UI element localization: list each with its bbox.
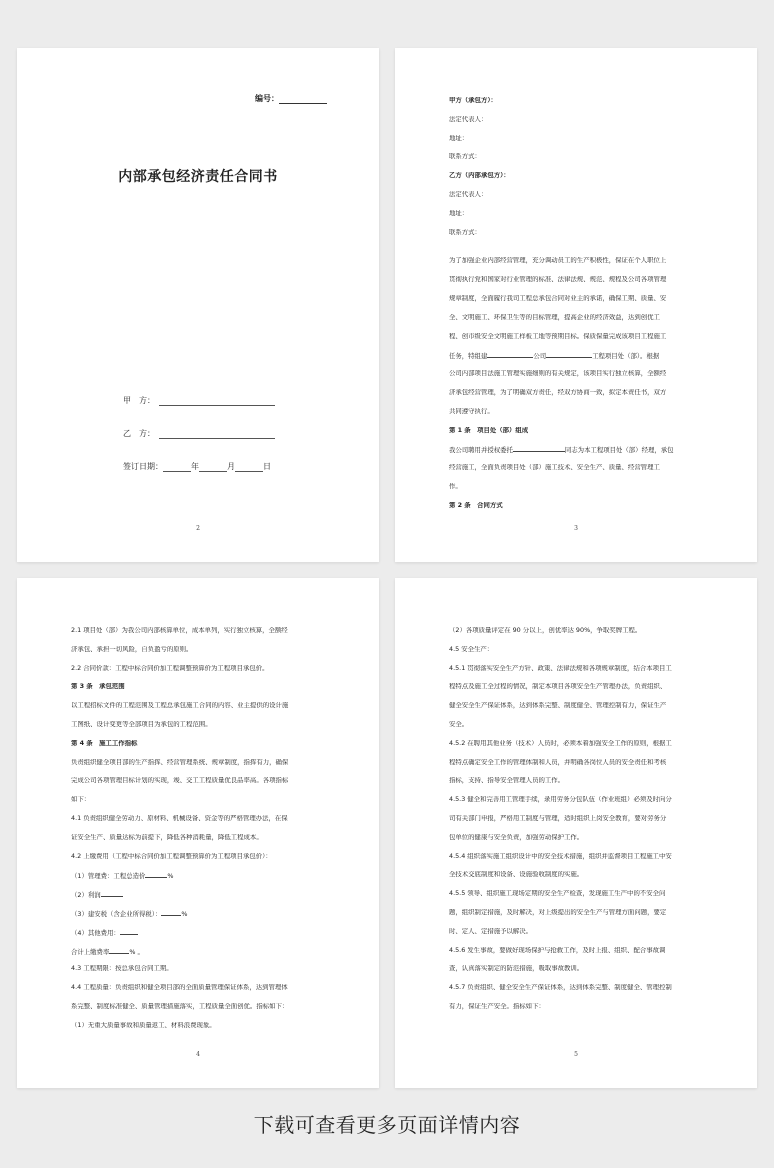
text-line bbox=[71, 871, 329, 890]
signing-date-line bbox=[123, 461, 271, 472]
text-line: 4.5.6 发生事故，要做好现场保护与抢救工作，及时上报、组织、配合事故调 bbox=[449, 946, 666, 954]
text-line: 贯彻执行党和国家对行业管理的标准、法律法规、规范、规程及公司各项管理 bbox=[449, 276, 667, 284]
text-line: 4.4 工程质量：负责组织和健全项目部的全面质量管理保证体系，达到管理体 bbox=[71, 984, 288, 992]
text-line: 如下： bbox=[71, 796, 91, 804]
text-line: 全、文明施工、环保卫生等的目标管理，提高企业的经济效益，达到创优工 bbox=[449, 313, 660, 321]
page-body bbox=[71, 627, 329, 1041]
text-line: 4.3 工程期限：按总承包合同工期。 bbox=[71, 965, 173, 973]
download-more-caption: 下载可查看更多页面详情内容 bbox=[253, 1113, 521, 1137]
page-number: 5 bbox=[574, 1051, 578, 1058]
contract-page-3 bbox=[395, 48, 757, 562]
text-line: 法定代表人： bbox=[449, 115, 488, 123]
text-line: 经营施工，全面负责项目处（部）施工技术、安全生产、质量、经营管理工 bbox=[449, 464, 660, 472]
text-segment: 公司 bbox=[533, 352, 547, 361]
text-segment: 同志为本工程项目处（部）经理，承包 bbox=[564, 446, 674, 455]
text-line: 4.5.1 贯彻落实安全生产方针、政策、法律法规和各项规章制度，结合本项目工 bbox=[449, 664, 672, 672]
contract-number-blank bbox=[279, 95, 327, 104]
article-2-heading: 第 2 条 合同方式 bbox=[449, 501, 503, 509]
blank-line bbox=[161, 909, 181, 916]
date-month-blank bbox=[199, 463, 227, 472]
text-line: 健全安全生产保证体系，达到体系完整、制度健全、管理控制有力，保证生产 bbox=[449, 702, 667, 710]
text-line: 公司内部项目法施工管理实施细则的有关规定，该项目实行独立核算，全额经 bbox=[449, 370, 667, 378]
text-line: 全技术交底制度和设备、设施验收制度的实施。 bbox=[449, 871, 584, 879]
text-line: 查，认真落实制定的防范措施，吸取事故教训。 bbox=[449, 965, 584, 973]
text-segment: % bbox=[167, 872, 174, 881]
contract-page-4 bbox=[17, 578, 379, 1088]
text-line bbox=[71, 909, 329, 928]
text-segment: （2）利润 bbox=[71, 891, 101, 900]
text-line bbox=[71, 928, 329, 947]
text-line: 联系方式： bbox=[449, 228, 481, 236]
text-line bbox=[449, 351, 707, 370]
party-b-label: 乙 方： bbox=[123, 429, 155, 438]
text-line: 4.1 负责组织健全劳动力、原材料、机械设备、资金等的严格管理办法，在保 bbox=[71, 814, 288, 822]
text-line: 4.5 安全生产： bbox=[449, 645, 494, 653]
text-segment: （3）建安税（含企业所得税）： bbox=[71, 909, 162, 918]
text-segment: 我公司聘用并授权委托 bbox=[449, 446, 513, 455]
date-day-blank bbox=[235, 463, 263, 472]
contract-number-label: 编号： bbox=[255, 94, 279, 103]
text-line: 系完整、制度标准健全、质量管理措施落实，工程质量全面创优。指标如下： bbox=[71, 1002, 289, 1010]
text-line: 法定代表人： bbox=[449, 190, 488, 198]
text-line: 4.5.4 组织落实施工组织设计中的安全技术措施，组织并监督项目工程施工中安 bbox=[449, 852, 672, 860]
text-line: 地址： bbox=[449, 134, 469, 142]
text-line: 安全。 bbox=[449, 720, 469, 728]
page-body bbox=[449, 627, 707, 1022]
text-line: 4.5.2 在聘用其他业务（技术）人员时，必须本着加强安全工作的原则，根据工 bbox=[449, 739, 672, 747]
party-a-signature-line bbox=[123, 395, 275, 406]
text-line: 以工程招标文件的工程范围及工程总承包施工合同的内容、业主提供的设计施 bbox=[71, 702, 289, 710]
date-day-label: 日 bbox=[263, 462, 271, 471]
text-line: 4.2 上缴费用（工程中标合同价加工程调整预算价为工程项目承包价）： bbox=[71, 852, 272, 860]
article-1-heading: 第 1 条 项目处（部）组成 bbox=[449, 426, 529, 434]
party-a-label: 甲 方： bbox=[123, 396, 155, 405]
page-number: 2 bbox=[196, 525, 200, 532]
text-line: 工图纸、设计变更等全部项目为承包的工程范围。 bbox=[71, 720, 212, 728]
text-line: 司有关部门申报，严格用工制度与管理，适时组织上岗安全教育，要对劳务分 bbox=[449, 814, 667, 822]
date-year-blank bbox=[163, 463, 191, 472]
document-title: 内部承包经济责任合同书 bbox=[118, 169, 278, 185]
party-b-heading: 乙方（内部承包方）： bbox=[449, 172, 510, 180]
blank-line bbox=[120, 928, 138, 935]
contract-cover-page bbox=[17, 48, 379, 562]
blank-line bbox=[546, 351, 592, 358]
party-b-blank bbox=[159, 430, 275, 439]
text-line: 共同遵守执行。 bbox=[449, 407, 494, 415]
text-line: 题，组织制定措施，及时解决，对上级提出的安全生产与管理方面问题，要定 bbox=[449, 908, 667, 916]
text-line: 证安全生产、质量达标为前提下，降低各种消耗量，降低工程成本。 bbox=[71, 833, 263, 841]
text-line: 济承包、承担一切风险，自负盈亏的原则。 bbox=[71, 645, 193, 653]
text-line bbox=[71, 890, 329, 909]
page-number: 3 bbox=[574, 525, 578, 532]
article-4-heading: 第 4 条 施工工作指标 bbox=[71, 739, 138, 747]
text-line: （1）无重大质量事故和质量返工、材料浪费现象。 bbox=[71, 1021, 216, 1029]
text-line: （2）各项质量评定在 90 分以上，创优率达 90%，争取奖牌工程。 bbox=[449, 627, 642, 634]
text-line: 有力，保证生产安全。指标如下： bbox=[449, 1002, 545, 1010]
text-segment: % bbox=[181, 909, 188, 918]
text-segment: （1）管理费：工程总造价 bbox=[71, 872, 146, 881]
text-line: 2.2 合同价款：工程中标合同价加工程调整预算价为工程项目承包价。 bbox=[71, 664, 269, 672]
page-body bbox=[449, 97, 707, 521]
text-line: 4.5.7 负责组织、健全安全生产保证体系，达到体系完整、制度健全、管理控制 bbox=[449, 984, 672, 992]
text-line: 2.1 项目处（部）为我公司内部核算单位，成本单列，实行独立核算，全额经 bbox=[71, 627, 288, 634]
party-a-heading: 甲方（承包方）： bbox=[449, 97, 497, 104]
page-number: 4 bbox=[196, 1051, 200, 1058]
text-line: 济承包经营管理，为了明确双方责任，经双方协商一致，拟定本责任书，双方 bbox=[449, 388, 667, 396]
text-segment: 任务，特组建 bbox=[449, 352, 488, 361]
text-line: 程、创市级安全文明施工样板工地等预期目标。保质保量完成该项目工程施工 bbox=[449, 332, 667, 340]
signing-date-label: 签订日期： bbox=[123, 462, 163, 471]
blank-line bbox=[145, 871, 167, 878]
text-segment: % 。 bbox=[129, 947, 144, 956]
text-segment: 合计上缴费率 bbox=[71, 947, 110, 956]
text-line: 程特点及施工全过程的情况，制定本项目各项安全生产管理办法，负责组织、 bbox=[449, 683, 667, 691]
text-line: 指标，支持、指导安全管理人员的工作。 bbox=[449, 777, 565, 785]
text-segment: 工程项目处（部）。根据 bbox=[592, 352, 660, 361]
party-a-blank bbox=[159, 397, 275, 406]
party-b-signature-line bbox=[123, 428, 275, 439]
text-line: 4.5.5 领导、组织施工现场定期的安全生产检查，发现施工生产中的不安全问 bbox=[449, 890, 666, 898]
text-line: 联系方式： bbox=[449, 153, 481, 161]
text-line: 程特点确定安全工作的管理体制和人员，并明确各岗位人员的安全责任和考核 bbox=[449, 758, 667, 766]
text-line: 时、定人、定措施予以解决。 bbox=[449, 927, 533, 935]
text-line: 为了加强企业内部经营管理，充分调动员工的生产积极性，保证在个人职位上 bbox=[449, 257, 667, 265]
text-line: 地址： bbox=[449, 209, 469, 217]
text-line: 作。 bbox=[449, 482, 462, 490]
article-3-heading: 第 3 条 承包范围 bbox=[71, 683, 125, 691]
text-line: 包单位的健康与安全负责，加强劳动保护工作。 bbox=[449, 833, 584, 841]
blank-line bbox=[513, 445, 565, 452]
blank-line bbox=[101, 890, 123, 897]
date-year-label: 年 bbox=[191, 462, 199, 471]
blank-line bbox=[487, 351, 533, 358]
contract-number-field bbox=[255, 93, 327, 104]
text-line bbox=[71, 947, 329, 966]
text-line: 完成公司各项管理目标计划的实现，竣、交工工程质量优良品率高。各项指标 bbox=[71, 777, 289, 785]
text-line bbox=[449, 445, 707, 464]
blank-line bbox=[109, 947, 129, 954]
text-line: 负责组织健全项目部的生产指挥、经营管理系统、规章制度，指挥有力，确保 bbox=[71, 758, 289, 766]
text-segment: （4）其他费用： bbox=[71, 928, 120, 937]
date-month-label: 月 bbox=[227, 462, 235, 471]
text-line: 4.5.3 健全和完善用工管理手续，录用劳务分包队伍（作业班组）必须及时向分 bbox=[449, 796, 672, 804]
contract-page-5 bbox=[395, 578, 757, 1088]
text-line: 规章制度，全面履行我司工程总承包合同对业主的承诺，确保工期、质量、安 bbox=[449, 294, 667, 302]
